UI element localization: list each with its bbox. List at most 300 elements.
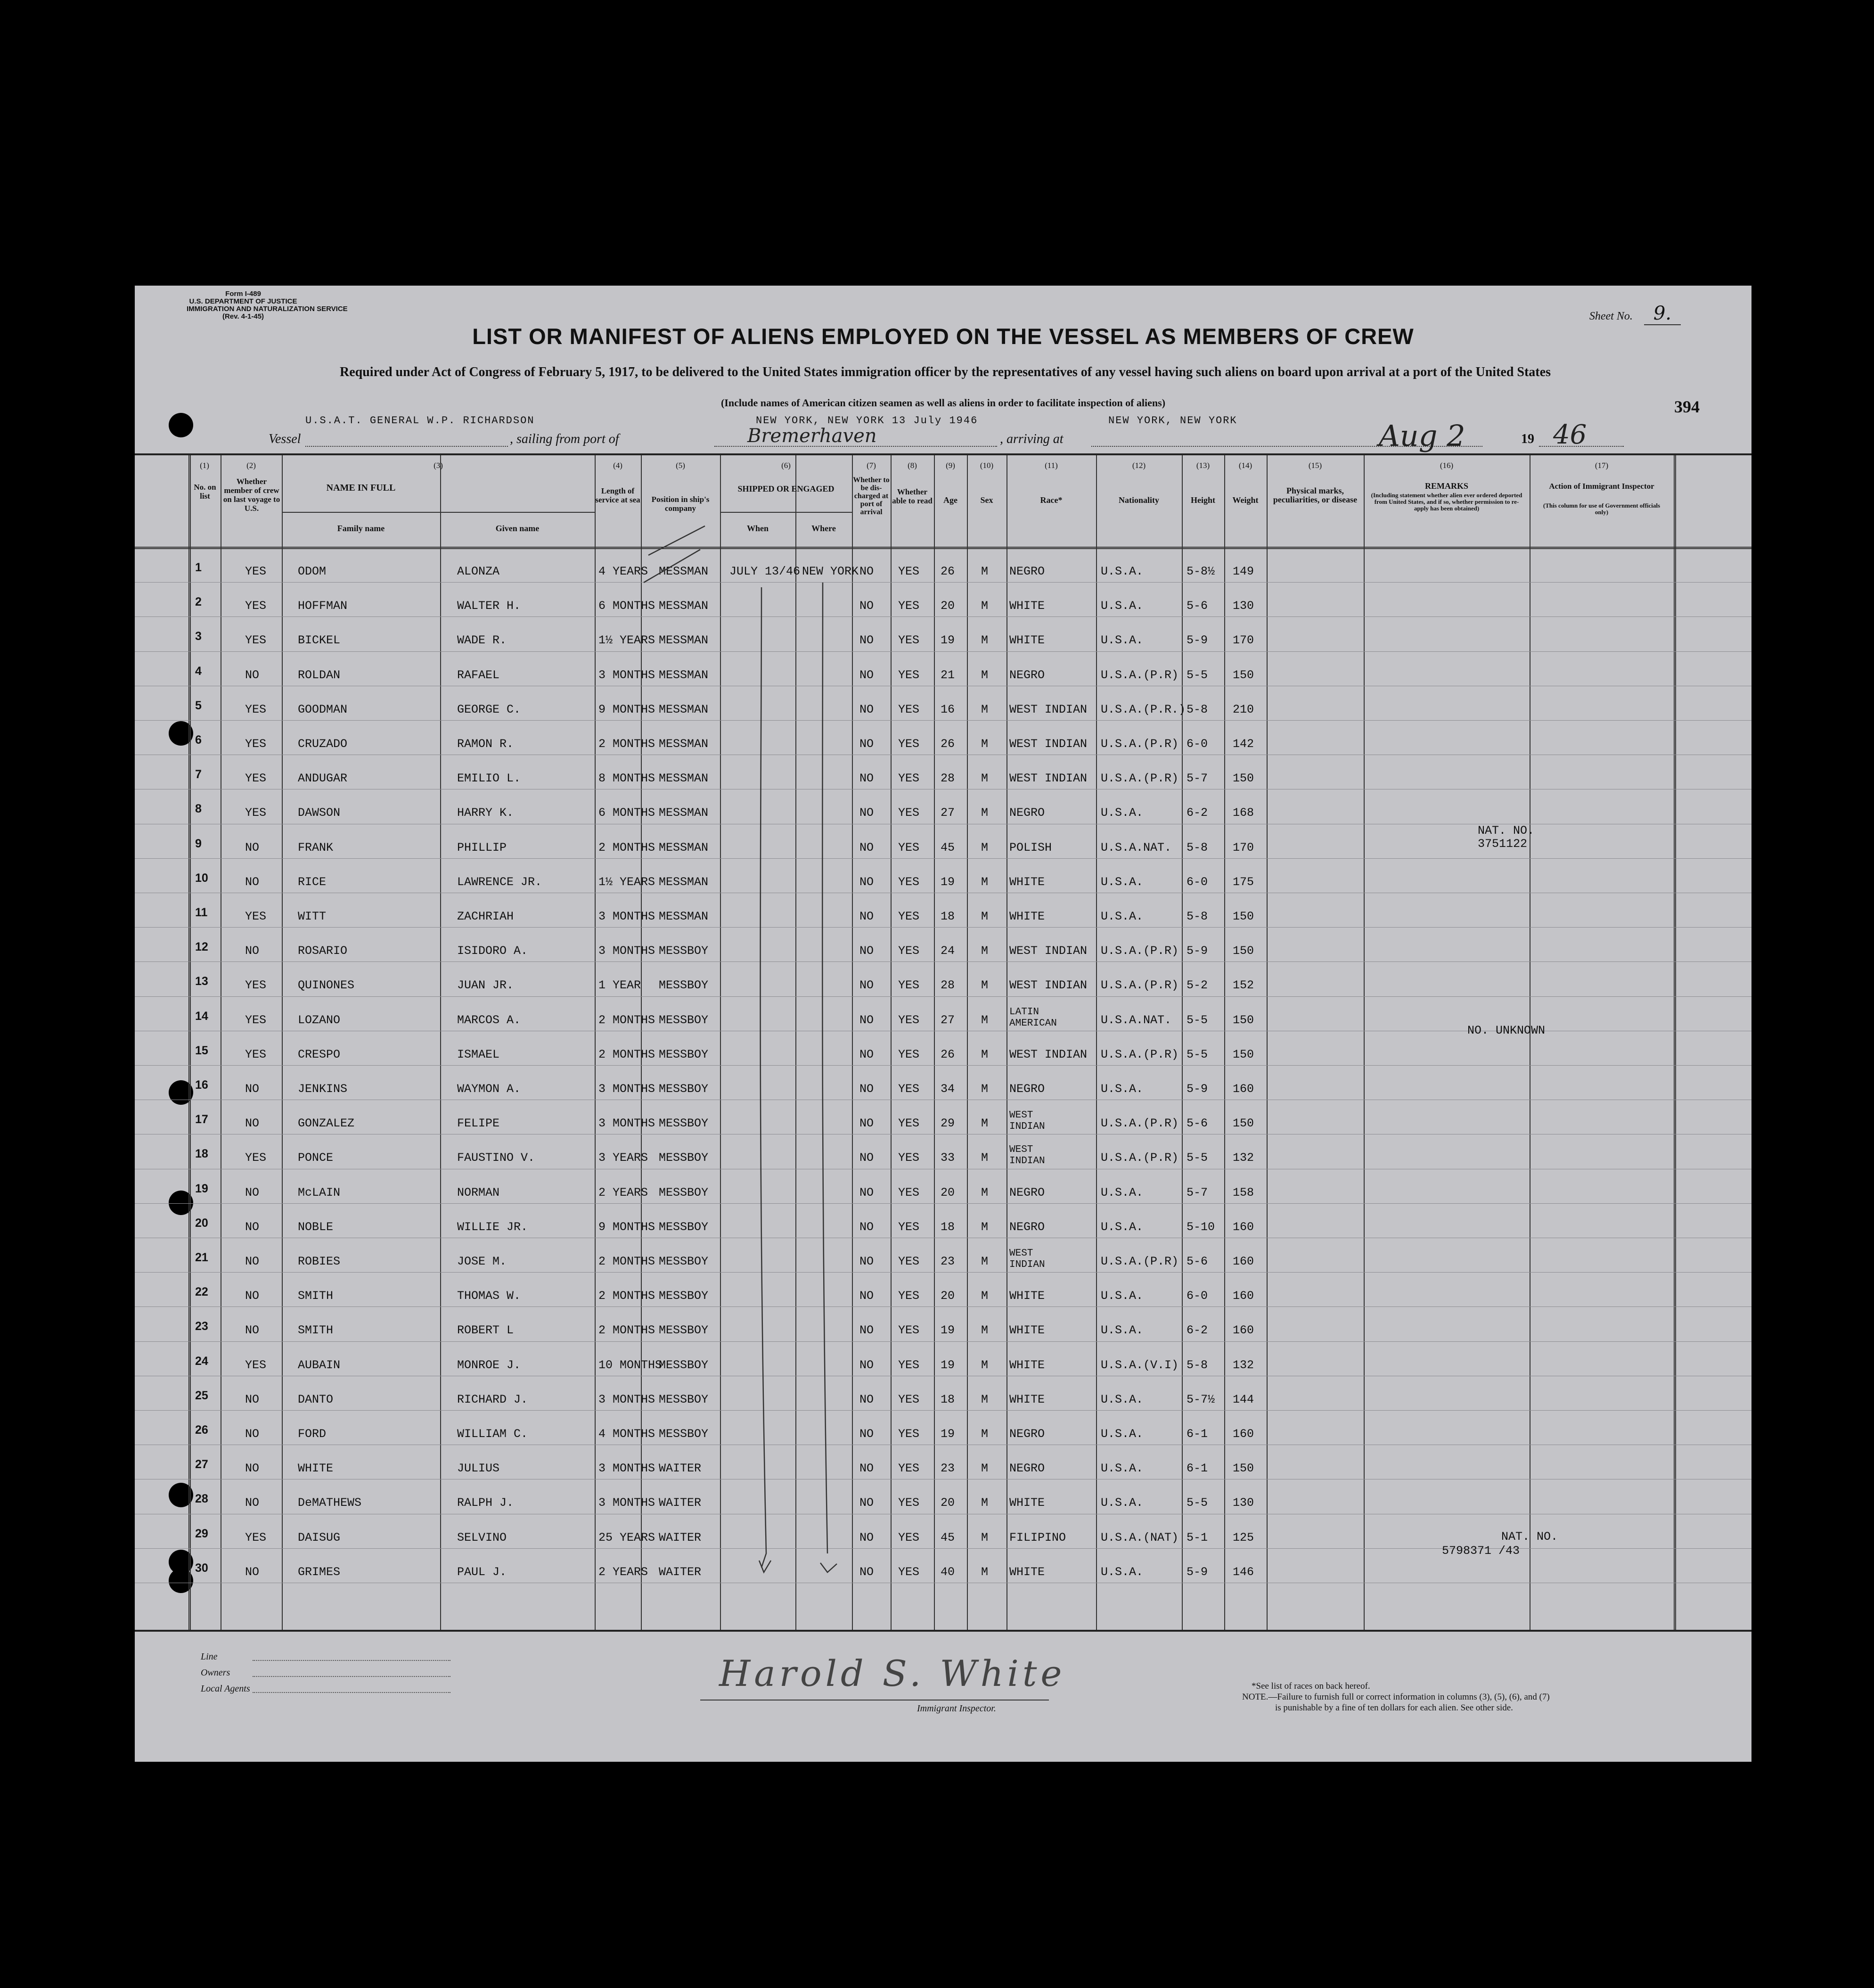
page-title: LIST OR MANIFEST OF ALIENS EMPLOYED ON THE VESSEL AS MEMBERS OF CREW [472,324,1414,349]
race: NEGRO [1009,1462,1045,1476]
position: MESSMAN [659,599,709,613]
height: 5-6 [1187,599,1208,613]
local-agents-dots [253,1692,450,1693]
race: WHITE [1009,633,1045,648]
age: 28 [941,772,955,786]
owners-label: Owners [201,1668,230,1678]
height: 6-0 [1187,1289,1208,1303]
age: 28 [941,978,955,993]
position: MESSMAN [659,806,709,820]
position: MESSBOY [659,1220,709,1234]
race: WEST INDIAN [1009,737,1088,751]
age: 19 [941,1358,955,1372]
race: NEGRO [1009,806,1045,820]
given-name: SELVINO [457,1530,507,1544]
discharged: NO [859,1427,874,1441]
crew-table [135,453,1751,1632]
able-to-read: YES [898,978,920,993]
discharged: NO [859,737,874,751]
discharged: NO [859,944,874,958]
row-number: 12 [195,940,208,954]
line-dots [253,1660,450,1661]
nationality: U.S.A. [1101,565,1144,578]
age: 24 [941,944,955,958]
discharged: NO [859,772,874,786]
discharged: NO [859,599,874,613]
row-number: 5 [195,698,202,712]
member-last-voyage: YES [245,1047,267,1061]
sex: M [981,875,989,889]
col-num-3: (3) [434,461,443,470]
able-to-read: YES [898,910,920,923]
able-to-read: YES [898,633,920,648]
race: WHITE [1009,875,1045,889]
able-to-read: YES [898,1151,920,1165]
age: 20 [941,1185,955,1199]
position: MESSBOY [659,1323,709,1338]
nationality: U.S.A.NAT. [1101,840,1172,854]
discharged: NO [859,1255,874,1268]
row-number: 10 [195,871,208,885]
discharged: NO [859,1151,874,1165]
row-number: 13 [195,975,208,988]
position: MESSMAN [659,910,709,923]
sex: M [981,806,989,820]
able-to-read: YES [898,1530,920,1544]
nationality: U.S.A. [1101,1082,1144,1096]
year-label: 19 [1521,432,1534,446]
row-number: 27 [195,1458,208,1471]
col-num-8: (8) [908,461,917,470]
given-name: WADE R. [457,633,507,648]
height: 5-2 [1187,978,1208,993]
sex: M [981,1565,989,1579]
height: 5-7½ [1187,1392,1215,1406]
length-of-service: 4 MONTHS [598,1427,655,1441]
department: U.S. DEPARTMENT OF JUSTICE [189,297,297,305]
discharged: NO [859,1289,874,1303]
vessel-line [135,412,1751,453]
col-num-6: (6) [781,461,791,470]
given-name: PAUL J. [457,1565,507,1579]
member-last-voyage: YES [245,806,267,820]
given-name: MARCOS A. [457,1013,521,1027]
shipped-where: NEW YORK [802,565,859,578]
height: 5-1 [1187,1530,1208,1544]
manifest-sheet [135,286,1751,1762]
given-name: FELIPE [457,1117,500,1131]
sex: M [981,1289,989,1303]
family-name: ROBIES [298,1255,341,1268]
given-name: EMILIO L. [457,772,521,786]
race: NEGRO [1009,565,1045,578]
length-of-service: 2 MONTHS [598,1013,655,1027]
member-last-voyage: YES [245,772,267,786]
remark-row-9-line-1: NAT. NO. [1478,824,1535,838]
able-to-read: YES [898,1323,920,1338]
given-name: WILLIE JR. [457,1220,528,1234]
able-to-read: YES [898,1117,920,1131]
hdr-physical-marks: Physical marks, peculiarities, or disease [1273,486,1358,504]
member-last-voyage: NO [245,668,260,682]
row-number: 23 [195,1320,208,1333]
height: 6-0 [1187,737,1208,751]
height: 6-1 [1187,1427,1208,1441]
position: MESSBOY [659,1082,709,1096]
vessel-label: Vessel [269,432,301,446]
length-of-service: 25 YEARS [598,1530,655,1544]
service: IMMIGRATION AND NATURALIZATION SERVICE [187,305,348,313]
height: 5-8 [1187,840,1208,854]
length-of-service: 2 MONTHS [598,1289,655,1303]
position: MESSMAN [659,633,709,648]
hdr-position: Position in ship's company [651,495,710,513]
family-name: ROLDAN [298,668,341,682]
nationality: U.S.A. [1101,1496,1144,1510]
nationality: U.S.A.(P.R) [1101,1047,1179,1061]
age: 26 [941,565,955,578]
race: NEGRO [1009,668,1045,682]
hdr-family-name: Family name [337,524,385,533]
age: 19 [941,1323,955,1338]
hdr-weight: Weight [1232,495,1259,505]
family-name: JENKINS [298,1082,348,1096]
sex: M [981,737,989,751]
given-name: ALONZA [457,565,500,578]
race: WHITE [1009,1392,1045,1406]
race: WHITE [1009,1496,1045,1510]
col-num-15: (15) [1308,461,1322,470]
length-of-service: 3 MONTHS [598,668,655,682]
able-to-read: YES [898,1220,920,1234]
year-handwritten: 46 [1553,419,1587,450]
nationality: U.S.A. [1101,1565,1144,1579]
ditto-marks [135,455,1751,1630]
age: 27 [941,806,955,820]
weight: 158 [1233,1185,1254,1199]
row-number: 11 [195,906,208,919]
height: 6-2 [1187,806,1208,820]
race: LATIN [1009,1006,1039,1018]
inspector-label: Immigrant Inspector. [917,1703,996,1714]
race: WEST [1009,1248,1033,1259]
member-last-voyage: NO [245,1392,260,1406]
row-number: 30 [195,1561,208,1575]
race: WEST INDIAN [1009,702,1088,716]
sex: M [981,1117,989,1131]
row-number: 25 [195,1388,208,1402]
row-number: 2 [195,595,202,609]
member-last-voyage: YES [245,599,267,613]
col-num-10: (10) [980,461,994,470]
member-last-voyage: NO [245,1255,260,1268]
given-name: JOSE M. [457,1255,507,1268]
discharged: NO [859,910,874,923]
length-of-service: 2 YEARS [598,1185,648,1199]
member-last-voyage: YES [245,633,267,648]
discharged: NO [859,565,874,578]
family-name: ODOM [298,565,327,578]
col-num-1: (1) [200,461,209,470]
race: WEST [1009,1110,1033,1121]
length-of-service: 2 MONTHS [598,1255,655,1268]
race: NEGRO [1009,1427,1045,1441]
weight: 175 [1233,875,1254,889]
row-number: 28 [195,1492,208,1506]
height: 5-6 [1187,1117,1208,1131]
member-last-voyage: NO [245,875,260,889]
weight: 130 [1233,1496,1254,1510]
position: MESSBOY [659,978,709,993]
able-to-read: YES [898,1392,920,1406]
able-to-read: YES [898,1289,920,1303]
row-number: 18 [195,1147,208,1161]
member-last-voyage: YES [245,565,267,578]
age: 20 [941,1496,955,1510]
position: MESSMAN [659,668,709,682]
position: MESSBOY [659,1255,709,1268]
family-name: ANDUGAR [298,772,348,786]
length-of-service: 3 MONTHS [598,1117,655,1131]
nationality: U.S.A.NAT. [1101,1013,1172,1027]
able-to-read: YES [898,1462,920,1476]
weight: 144 [1233,1392,1254,1406]
nationality: U.S.A.(NAT) [1101,1530,1179,1544]
footer-note [1242,1681,1550,1713]
remark-row-29-line-2: 5798371 /43 [1442,1544,1520,1558]
age: 19 [941,1427,955,1441]
hdr-discharged: Whether to be dis-charged at port of arrival [853,476,890,516]
age: 20 [941,1289,955,1303]
position: MESSMAN [659,772,709,786]
col-num-12: (12) [1132,461,1146,470]
col-num-4: (4) [613,461,622,470]
sex: M [981,1185,989,1199]
race-line-2: INDIAN [1009,1156,1045,1167]
weight: 160 [1233,1323,1254,1338]
weight: 150 [1233,910,1254,923]
given-name: WILLIAM C. [457,1427,528,1441]
sailing-from-handwritten: Bremerhaven [747,425,877,447]
weight: 150 [1233,1013,1254,1027]
nationality: U.S.A.(P.R) [1101,1255,1179,1268]
sheet-number-value: 9. [1644,303,1681,325]
revision: (Rev. 4-1-45) [222,312,264,320]
height: 6-1 [1187,1462,1208,1476]
hdr-nationality: Nationality [1118,495,1159,505]
member-last-voyage: YES [245,1530,267,1544]
nationality: U.S.A. [1101,1185,1144,1199]
position: MESSBOY [659,1117,709,1131]
able-to-read: YES [898,1565,920,1579]
age: 34 [941,1082,955,1096]
row-number: 14 [195,1009,208,1023]
weight: 150 [1233,1462,1254,1476]
position: MESSBOY [659,1013,709,1027]
discharged: NO [859,1013,874,1027]
length-of-service: 2 MONTHS [598,737,655,751]
row-number: 1 [195,561,202,574]
length-of-service: 3 MONTHS [598,910,655,923]
race: NEGRO [1009,1082,1045,1096]
height: 6-2 [1187,1323,1208,1338]
sex: M [981,944,989,958]
member-last-voyage: YES [245,978,267,993]
row-number: 8 [195,802,202,816]
sex: M [981,1462,989,1476]
sex: M [981,1496,989,1510]
member-last-voyage: NO [245,1427,260,1441]
length-of-service: 1½ YEARS [598,633,655,648]
family-name: AUBAIN [298,1358,341,1372]
hdr-no-on-list: No. on list [194,483,216,501]
family-name: SMITH [298,1289,334,1303]
hdr-where: Where [811,524,836,533]
able-to-read: YES [898,599,920,613]
nationality: U.S.A.(P.R) [1101,978,1179,993]
page-subtitle: Required under Act of Congress of February 5, 1917, to be delivered to the United States immigration officer by the representatives of any vessel having such aliens on board upon arrival at a port of the United States [340,365,1551,379]
sex: M [981,978,989,993]
nationality: U.S.A.(P.R) [1101,737,1179,751]
race: WHITE [1009,910,1045,923]
discharged: NO [859,668,874,682]
family-name: McLAIN [298,1185,341,1199]
position: MESSBOY [659,1392,709,1406]
sex: M [981,599,989,613]
form-number: Form I-489 [225,290,261,298]
given-name: RAMON R. [457,737,514,751]
nationality: U.S.A. [1101,599,1144,613]
able-to-read: YES [898,1013,920,1027]
length-of-service: 4 YEARS [598,565,648,578]
height: 5-8 [1187,702,1208,716]
length-of-service: 3 MONTHS [598,1496,655,1510]
sex: M [981,1255,989,1268]
weight: 125 [1233,1530,1254,1544]
race: WEST INDIAN [1009,772,1088,786]
position: MESSBOY [659,1358,709,1372]
position: WAITER [659,1496,702,1510]
sex: M [981,1392,989,1406]
able-to-read: YES [898,565,920,578]
age: 18 [941,1392,955,1406]
row-number: 26 [195,1423,208,1437]
age: 45 [941,1530,955,1544]
hdr-remarks-note: (Including statement whether alien ever ordered deported from United States, and if so, whether permission to re-apply has been obtained) [1371,492,1522,512]
able-to-read: YES [898,944,920,958]
position: MESSBOY [659,944,709,958]
race: WHITE [1009,599,1045,613]
family-name: FRANK [298,840,334,854]
race: WHITE [1009,1289,1045,1303]
position: MESSBOY [659,1047,709,1061]
weight: 168 [1233,806,1254,820]
weight: 150 [1233,944,1254,958]
arrival-date-handwritten: Aug 2 [1379,419,1465,453]
hdr-shipped-or-engaged: SHIPPED OR ENGAGED [737,484,835,493]
height: 5-10 [1187,1220,1215,1234]
weight: 160 [1233,1427,1254,1441]
family-name: NOBLE [298,1220,334,1234]
discharged: NO [859,978,874,993]
hdr-action: Action of Immigrant Inspector [1549,482,1654,491]
position: MESSMAN [659,840,709,854]
given-name: RICHARD J. [457,1392,528,1406]
height: 5-5 [1187,1013,1208,1027]
position: MESSBOY [659,1289,709,1303]
hdr-height: Height [1191,495,1215,505]
sex: M [981,1013,989,1027]
discharged: NO [859,702,874,716]
family-name: HOFFMAN [298,599,348,613]
length-of-service: 1 YEAR [598,978,641,993]
sheet-number [1589,303,1681,324]
row-number: 6 [195,733,202,747]
length-of-service: 6 MONTHS [598,806,655,820]
weight: 160 [1233,1289,1254,1303]
family-name: GONZALEZ [298,1117,355,1131]
length-of-service: 9 MONTHS [598,1220,655,1234]
inspector-signature: Harold S. White [719,1652,1066,1694]
member-last-voyage: YES [245,1358,267,1372]
sex: M [981,702,989,716]
col-num-17: (17) [1595,461,1609,470]
remark-row-9-line-2: 3751122 [1478,837,1528,851]
sex: M [981,840,989,854]
race: WEST INDIAN [1009,978,1088,993]
race-line-2: INDIAN [1009,1259,1045,1270]
discharged: NO [859,1392,874,1406]
nationality: U.S.A. [1101,1462,1144,1476]
family-name: LOZANO [298,1013,341,1027]
family-name: CRUZADO [298,737,348,751]
age: 19 [941,875,955,889]
race: WEST [1009,1144,1033,1156]
sex: M [981,668,989,682]
race: NEGRO [1009,1220,1045,1234]
member-last-voyage: NO [245,944,260,958]
family-name: BICKEL [298,633,341,648]
col-num-16: (16) [1440,461,1454,470]
weight: 130 [1233,599,1254,613]
hdr-when: When [746,524,769,533]
weight: 210 [1233,702,1254,716]
row-number: 17 [195,1113,208,1126]
weight: 146 [1233,1565,1254,1579]
col-num-11: (11) [1045,461,1058,470]
row-number: 21 [195,1251,208,1264]
form-identifier [187,290,348,320]
sex: M [981,1358,989,1372]
weight: 149 [1233,565,1254,578]
age: 40 [941,1565,955,1579]
age: 23 [941,1462,955,1476]
col-num-13: (13) [1196,461,1210,470]
discharged: NO [859,840,874,854]
height: 5-9 [1187,944,1208,958]
given-name: RAFAEL [457,668,500,682]
remark-row-14: NO. UNKNOWN [1467,1024,1546,1037]
sex: M [981,1323,989,1338]
given-name: ZACHRIAH [457,910,514,923]
age: 18 [941,910,955,923]
height: 5-9 [1187,1082,1208,1096]
race: POLISH [1009,840,1052,854]
nationality: U.S.A. [1101,1392,1144,1406]
position: MESSMAN [659,565,709,578]
length-of-service: 2 MONTHS [598,1047,655,1061]
given-name: NORMAN [457,1185,500,1199]
